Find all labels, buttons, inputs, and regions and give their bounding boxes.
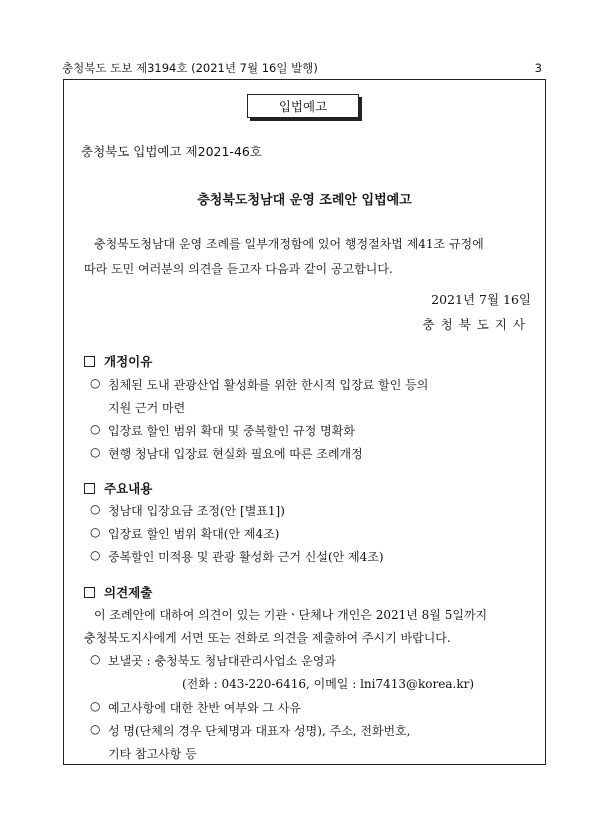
list-item-text: 성 명(단체의 경우 단체명과 대표자 성명), 주소, 전화번호, bbox=[108, 724, 411, 738]
list-item bbox=[90, 502, 285, 519]
circle-bullet-icon: ○ bbox=[90, 445, 101, 459]
list-item bbox=[90, 699, 301, 716]
list-item bbox=[90, 652, 336, 669]
notice-date: 2021년 7월 16일 bbox=[431, 292, 531, 307]
list-item-continuation: 지원 근거 마련 bbox=[108, 401, 186, 415]
list-item bbox=[90, 722, 411, 739]
section-heading-contents bbox=[84, 479, 152, 497]
intro-paragraph bbox=[84, 232, 531, 282]
circle-bullet-icon: ○ bbox=[90, 502, 101, 516]
list-item-text: 입장료 할인 범위 확대(안 제4조) bbox=[108, 527, 280, 541]
contact-details: (전화 : 043-220-6416, 이메일 : lni7413@korea.kr) bbox=[182, 677, 475, 691]
circle-bullet-icon: ○ bbox=[90, 376, 101, 390]
list-item-text: 예고사항에 대한 찬반 여부와 그 사유 bbox=[108, 701, 301, 715]
list-item-text: 보낼곳 : 충청북도 청남대관리사업소 운영과 bbox=[108, 654, 336, 668]
opinion-paragraph-line-1: 이 조례안에 대하여 의견이 있는 기관ㆍ단체나 개인은 2021년 8월 5일까지 bbox=[94, 608, 488, 622]
running-header bbox=[62, 60, 542, 76]
intro-line-2: 따라 도민 여러분의 의견을 듣고자 다음과 같이 공고합니다. bbox=[84, 262, 393, 276]
page-frame bbox=[63, 79, 546, 765]
list-item-text: 중복할인 미적용 및 관광 활성화 근거 신설(안 제4조) bbox=[108, 550, 384, 564]
page-number: 3 bbox=[534, 61, 542, 75]
circle-bullet-icon: ○ bbox=[90, 722, 101, 736]
list-item bbox=[90, 525, 279, 542]
issuer: 충청북도지사 bbox=[422, 317, 531, 332]
square-bullet-icon bbox=[84, 587, 95, 598]
list-item bbox=[90, 445, 363, 462]
section-heading-text: 의견제출 bbox=[104, 585, 153, 600]
gazette-title: 충청북도 도보 제3194호 (2021년 7월 16일 발행) bbox=[62, 61, 318, 75]
list-item bbox=[90, 422, 355, 439]
list-item-continuation: 기타 참고사항 등 bbox=[108, 747, 197, 761]
list-item-text: 청남대 입장요금 조정(안 [별표1]) bbox=[108, 504, 285, 518]
section-heading-text: 개정이유 bbox=[104, 354, 153, 369]
opinion-paragraph-line-2: 충청북도지사에게 서면 또는 전화로 의견을 제출하여 주시기 바랍니다. bbox=[84, 631, 451, 645]
circle-bullet-icon: ○ bbox=[90, 525, 101, 539]
list-item bbox=[90, 376, 428, 393]
list-item bbox=[90, 548, 384, 565]
notice-title: 충청북도청남대 운영 조례안 입법예고 bbox=[197, 193, 412, 208]
notice-number: 충청북도 입법예고 제2021-46호 bbox=[81, 144, 262, 159]
intro-line-1: 충청북도청남대 운영 조례를 일부개정함에 있어 행정절차법 제41조 규정에 bbox=[94, 237, 484, 251]
list-item-text: 현행 청남대 입장료 현실화 필요에 따른 조례개정 bbox=[108, 447, 363, 461]
square-bullet-icon bbox=[84, 356, 95, 367]
notice-box-title: 입법예고 bbox=[247, 94, 359, 118]
square-bullet-icon bbox=[84, 483, 95, 494]
list-item-text: 침체된 도내 관광산업 활성화를 위한 한시적 입장료 할인 등의 bbox=[108, 378, 429, 392]
section-heading-text: 주요내용 bbox=[104, 481, 153, 496]
section-heading-opinion bbox=[84, 583, 152, 601]
circle-bullet-icon: ○ bbox=[90, 548, 101, 562]
circle-bullet-icon: ○ bbox=[90, 422, 101, 436]
circle-bullet-icon: ○ bbox=[90, 699, 101, 713]
list-item-text: 입장료 할인 범위 확대 및 중복할인 규정 명확화 bbox=[108, 424, 355, 438]
section-heading-reasons bbox=[84, 352, 152, 370]
circle-bullet-icon: ○ bbox=[90, 652, 101, 666]
